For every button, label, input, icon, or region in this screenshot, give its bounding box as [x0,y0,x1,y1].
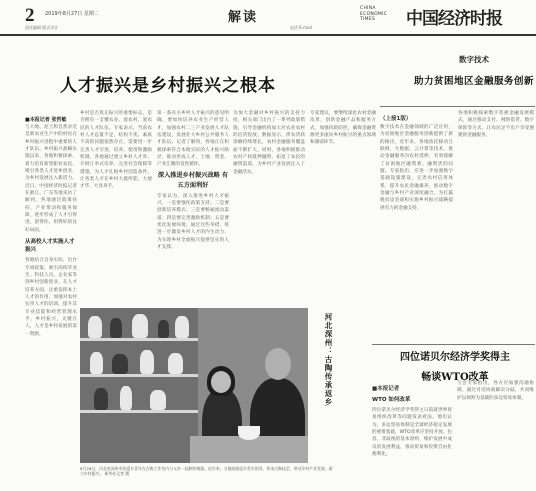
work-table [190,436,308,463]
main-col3-subhead: 深入推进乡村振兴战略 有五方面利好 [157,171,229,189]
wto-column-1 [372,380,452,488]
main-byline: ■本报记者 张哲敏 [25,117,67,123]
main-col1-text: 与大地、泥土和自然亲近是新农业生产中的村民在乡村振兴进程中重要的人才队伍。乡村振兴战略实施以来，各地积极探索，着力培育新型职业农民，吸引各类人才返乡创业，为乡村发展注入新活力。近日，中国经济时报记者在浙江、广东等地采访了解到，各地通过政策扶持、产业带动和服务保障，逐步形成了人才引得进、留得住、用得好的良好局面。 [25,125,77,233]
wto-headline-line2: 畅谈WTO改革 [421,372,489,383]
right-sub: （上接1版） [380,116,412,122]
main-column-1 [25,124,77,462]
main-column-3 [157,110,229,305]
page-number: 2 [25,5,35,26]
wto-column-2 [457,380,534,488]
main-headline: 人才振兴是乡村振兴之根本 [60,76,276,96]
news-photo [80,308,308,463]
right-rule [380,106,535,107]
second-rule [372,344,535,345]
wto-source: ■本报记者 [372,386,400,392]
wto-col2-text: 与会专家指出，各方应加强沟通协调，通过对话协商解决分歧，共同维护以规则为基础的多边贸易体制。 [457,381,534,401]
right-col1-text: 数字技术在金融领域的广泛应用，为贫困地区金融服务创新提供了新的路径。近年来，各地依托移动互联网、大数据、云计算等技术，推动金融服务向农村延伸，有效缓解了贫困地区融资难、融资贵的问题。专家指出，应进一步加强数字基础设施建设，完善农村信用体系，提升农民金融素养，推动数字金融与乡村产业深度融合，为打赢脱贫攻坚战和实施乡村振兴战略提供有力的金融支持。 [380,125,453,211]
pottery-shelf [80,308,198,463]
main-col5-text: 专家建议，要继续深化农村金融改革，创新金融产品和服务方式，加强风险防控，确保金融资源更多流向乡村振兴的重点领域和薄弱环节。 [310,111,376,146]
main-col1-subhead: 从高校人才实施人才振兴 [25,239,75,254]
photo-caption: 8月26日，河北省深州市的返乡青年在古陶工作室内与父亲一起制作陶器。近年来，当地鼓励返乡青年创业，传承古陶技艺，带动乡村产业发展，助力乡村振兴。 新华社记者 摄 [80,466,333,477]
wto-col1-text: 四位诺贝尔经济学奖得主日前就世界贸易组织改革等问题发表看法。他们认为，多边贸易体制是全球经济稳定发展的重要基础，WTO改革应坚持开放、包容、非歧视的基本原则，维护发展中成员的发展利益，推动贸易和投资自由化便利化。 [372,408,452,458]
masthead-meta-left: 责任编辑 版式设计 [25,25,59,30]
main-col3-text: 第一条有关乡村人才振兴的意见明确，要加快培养农业生产经营人才，加强农村二三产业发展人才队伍建设，发展壮大乡村公共服务人才队伍。记者了解到，各地正在积极探索符合本地实际的人才振兴路径，推动形成人才、土地、资金、产业汇聚的良性循环。 [157,111,229,168]
wto-headline-line1: 四位诺贝尔经济学奖得主 [400,352,510,363]
masthead [0,0,536,36]
main-column-2 [80,110,152,305]
masthead-meta-right: 电话 E-mail [290,25,312,30]
right-article-head [413,48,535,104]
main-column-5 [310,110,376,305]
brand-logo: 中国经济时报 [406,9,502,29]
right-column-2 [458,110,534,340]
english-name: CHINA ECONOMIC TIMES [360,6,388,22]
main-column-4 [233,110,305,305]
main-col4-text: 为加大金融对乡村振兴的支持力度，相关部门出台了一系列政策措施，引导金融机构加大对农业农村的信贷投放。数据显示，涉农贷款余额持续增长，农村金融服务覆盖面不断扩大。同时，各地积极推动农村产权抵押融资，拓宽了农民的融资渠道，为乡村产业发展注入了金融活水。 [233,111,305,175]
right-headline: 助力贫困地区金融服务创新 [413,76,534,87]
right-column-1 [380,110,453,340]
wto-subhead: WTO 如何改革 [372,397,411,403]
right-kicker: 数字技术 [459,55,489,64]
wto-headline-block [380,348,530,383]
photo-tag: 河北深州：古陶传承返乡 [324,313,333,407]
main-col3-text2: 专家认为，深入推进乡村人才振兴，一是要强化政策支持；二是要创新培养模式；三是要畅通流动渠道；四是要完善激励机制；五是要优化发展环境。通过这些举措，将进一步激发乡村人才的内生动力，为实现乡村全面振兴提供坚实的人才支撑。 [157,193,229,251]
main-col1-text2: 各地结合自身实际，出台专项政策，吸引高校毕业生、科技人员、企业家等到乡村创新创业。在人才培养方面，注重发挥本土人才的作用，加强对农村实用人才的培训，提升其专业技能和经营管理水平。乡村振兴，关键在人，人才是乡村发展的第一资源。 [25,258,77,337]
main-col2-text: 乡村是否真正振兴的重要标志，是否拥有一支懂农业、爱农村、爱农民的人才队伍。专家表示，当前农村人才总量不足、结构不优、素质不高的问题依然存在，需要进一步完善人才引进、培养、使用和激励机制。各地通过建立乡村人才库、开展订单式培养、完善社会保障等措施，为人才扎根乡村创造条件，让各类人才在乡村大施所能、大展才华、大显身手。 [80,111,152,190]
ceramic-bowl [238,426,260,440]
right-col2-text: 各地积极探索数字普惠金融发展模式，通过移动支付、网络借贷、数字保险等方式，让农民足不出户享受便捷的金融服务。 [458,111,534,139]
date-line: 2019年8月27日 星期二 [45,11,99,17]
section-title: 解读 [228,10,259,25]
